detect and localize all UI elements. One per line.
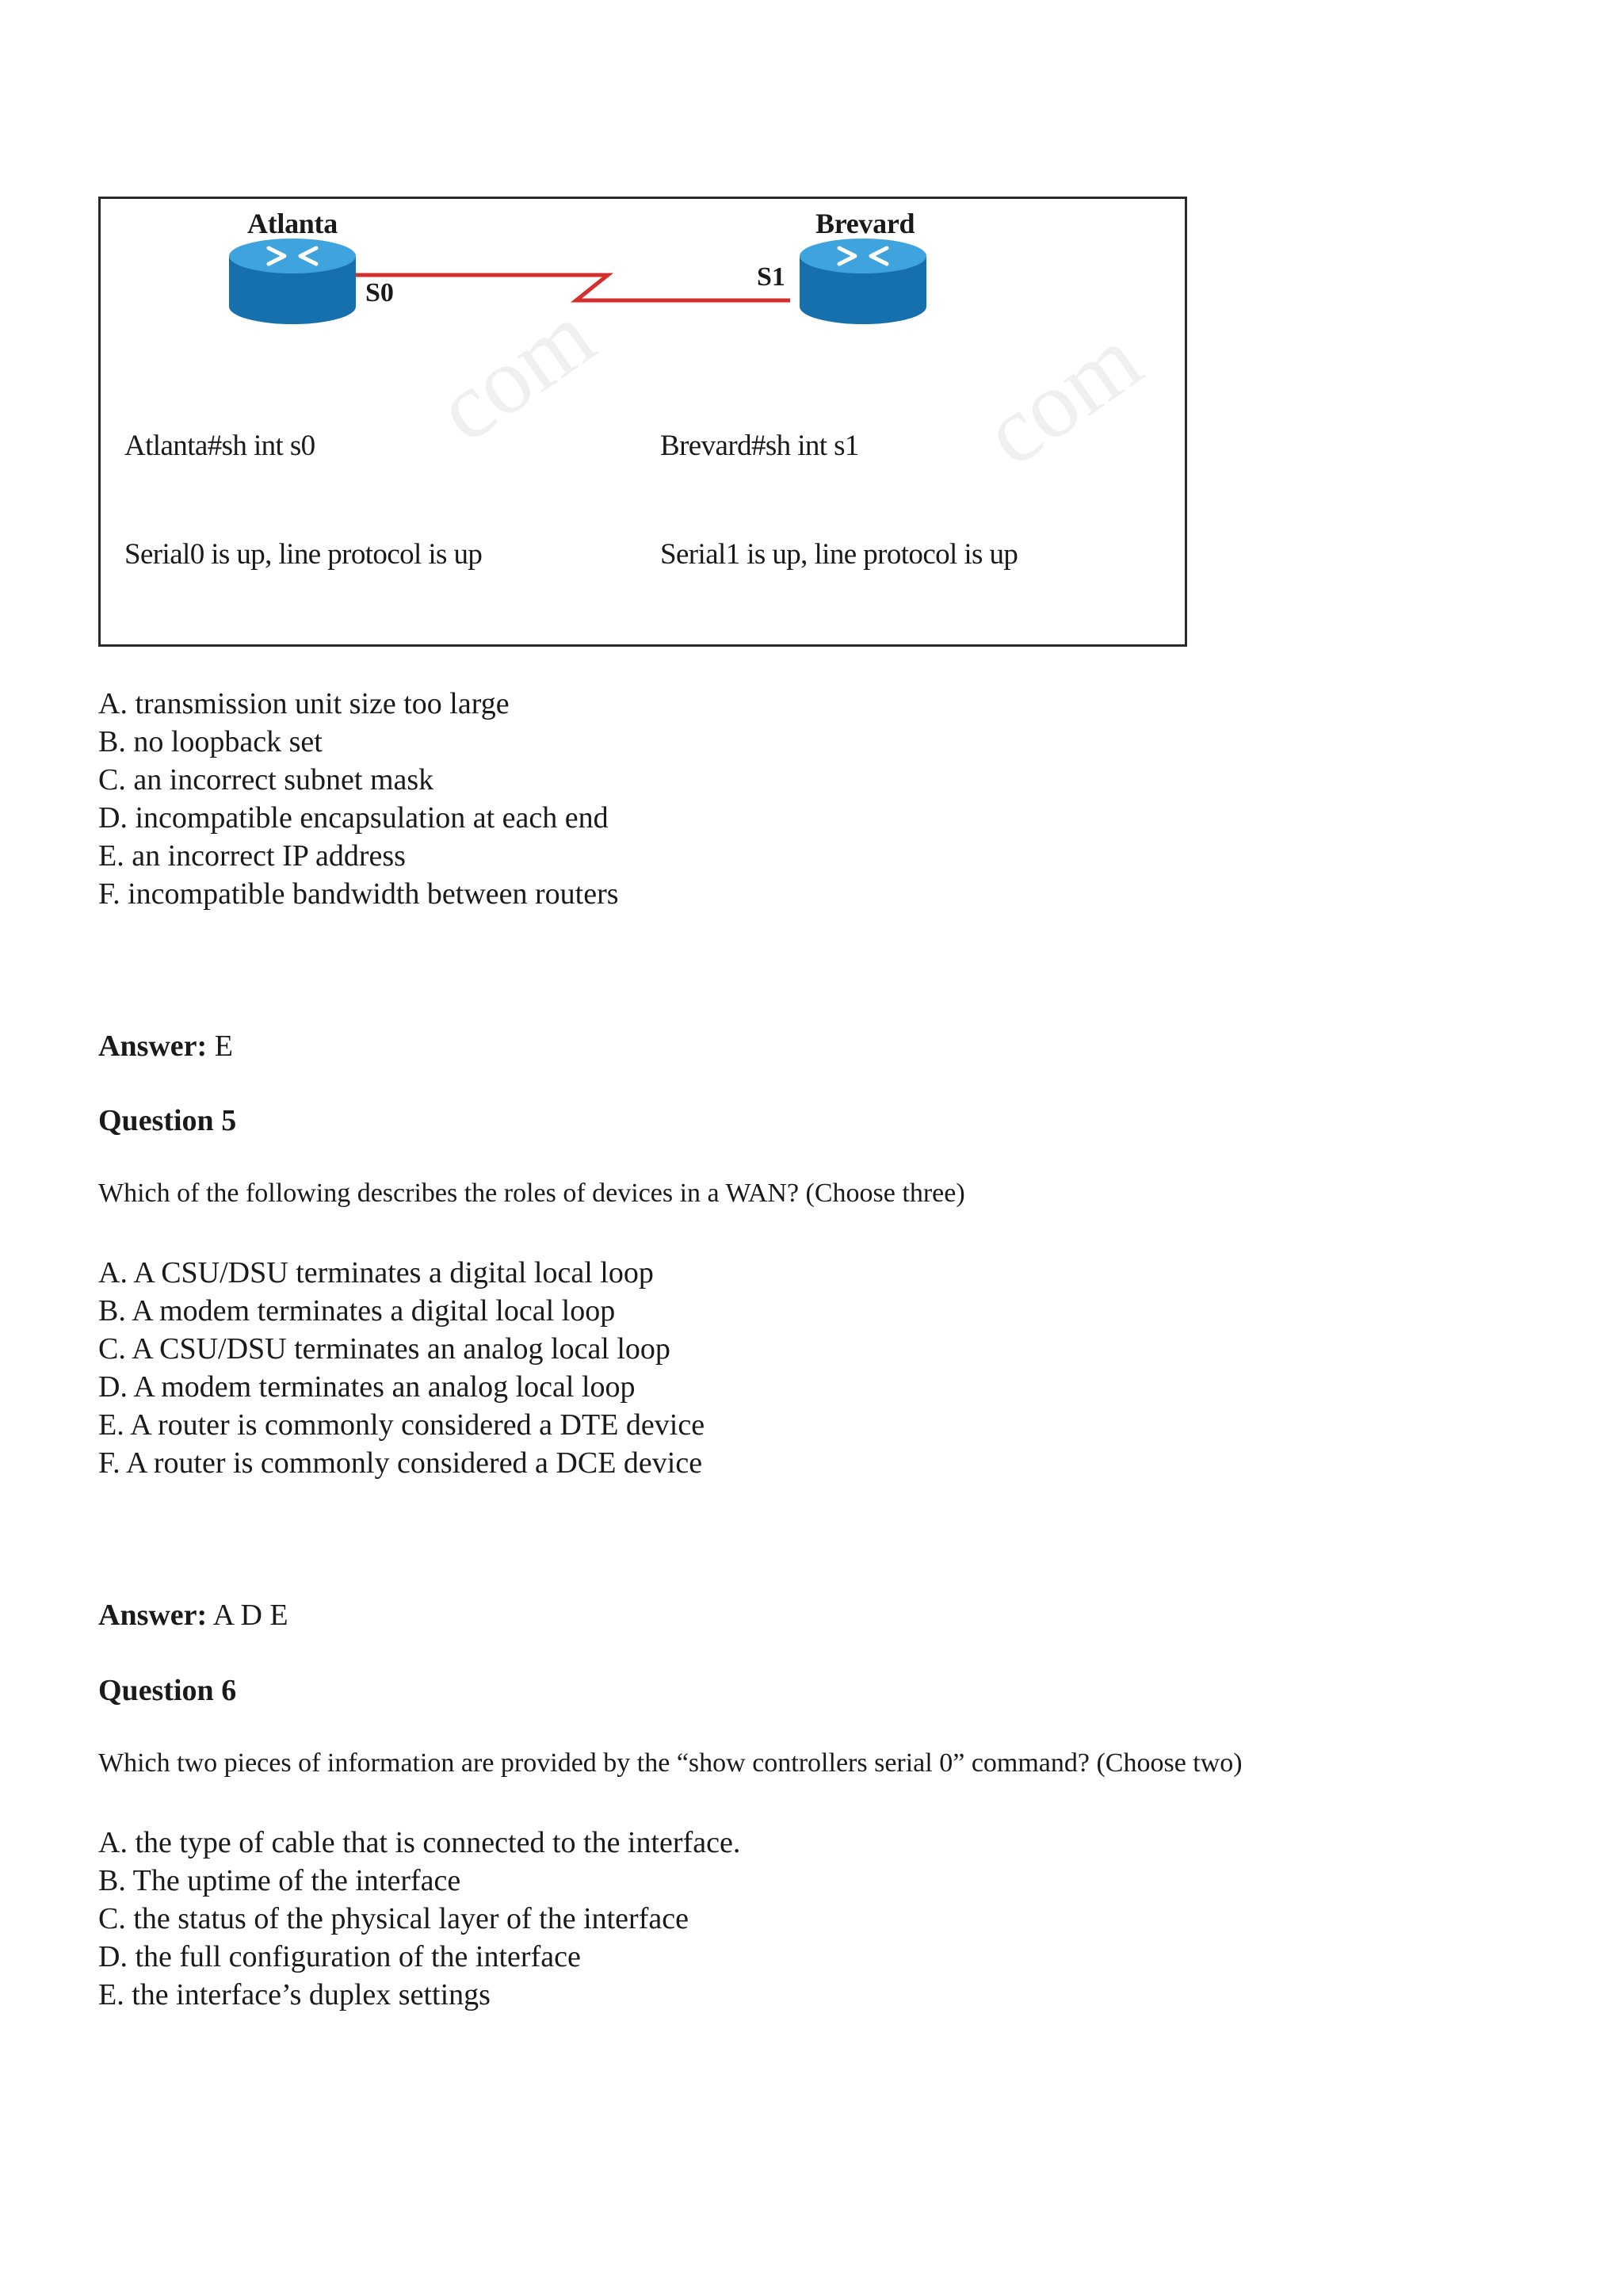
option-item: D. incompatible encapsulation at each end — [98, 801, 609, 835]
option-item: A. transmission unit size too large — [98, 687, 510, 720]
option-item: C. the status of the physical layer of the interface — [98, 1902, 689, 1935]
option-item: A. A CSU/DSU terminates a digital local loop — [98, 1256, 654, 1289]
answer-label: Answer: — [98, 1030, 208, 1063]
router-icon-brevard — [800, 239, 926, 324]
option-item: E. A router is commonly considered a DTE device — [98, 1408, 705, 1442]
q5-options — [98, 1254, 705, 1482]
router-name-atlanta: Atlanta — [247, 208, 338, 239]
interface-label-s1: S1 — [757, 262, 785, 292]
cli-output-atlanta — [124, 356, 567, 647]
option-item: B. no loopback set — [98, 725, 323, 758]
option-item: F. incompatible bandwidth between routers — [98, 877, 619, 911]
router-name-brevard: Brevard — [815, 208, 915, 239]
answer-value: A D E — [212, 1599, 288, 1632]
cli-line: Atlanta#sh int s0 — [124, 430, 315, 463]
cli-line — [660, 645, 1103, 647]
q4-options — [98, 685, 619, 913]
option-item: D. the full configuration of the interface — [98, 1940, 581, 1973]
router-icon-atlanta — [229, 239, 356, 324]
q5-text: Which of the following describes the roles of devices in a WAN? (Choose three) — [98, 1179, 965, 1208]
watermark: com — [964, 305, 1159, 487]
cli-line: Serial0 is up, line protocol is up — [124, 537, 483, 571]
answer-label: Answer: — [98, 1599, 208, 1632]
q4-answer — [98, 1029, 233, 1064]
cli-line: Brevard#sh int s1 — [660, 430, 859, 463]
q6-heading: Question 6 — [98, 1674, 237, 1707]
q6-text: Which two pieces of information are provided by the “show controllers serial 0” command? (Choose two) — [98, 1748, 1243, 1778]
q5-answer — [98, 1598, 288, 1633]
option-item: A. the type of cable that is connected to the interface. — [98, 1826, 741, 1859]
answer-value: E — [214, 1030, 233, 1063]
option-item: B. A modem terminates a digital local loop — [98, 1294, 616, 1328]
interface-label-s0: S0 — [365, 278, 394, 308]
serial-link — [356, 275, 790, 300]
network-diagram — [98, 197, 1187, 647]
watermark: com — [418, 281, 613, 463]
option-item: F. A router is commonly considered a DCE device — [98, 1446, 703, 1480]
option-item: B. The uptime of the interface — [98, 1864, 461, 1897]
option-item: C. A CSU/DSU terminates an analog local loop — [98, 1332, 670, 1366]
cli-line — [124, 645, 567, 647]
q5-heading: Question 5 — [98, 1104, 237, 1137]
option-item: D. A modem terminates an analog local loop — [98, 1370, 636, 1404]
option-item: C. an incorrect subnet mask — [98, 763, 434, 797]
cli-line: Serial1 is up, line protocol is up — [660, 537, 1018, 571]
option-item: E. an incorrect IP address — [98, 839, 406, 873]
option-item: E. the interface’s duplex settings — [98, 1978, 491, 2011]
cli-output-brevard — [660, 356, 1103, 647]
q6-options — [98, 1824, 740, 2014]
